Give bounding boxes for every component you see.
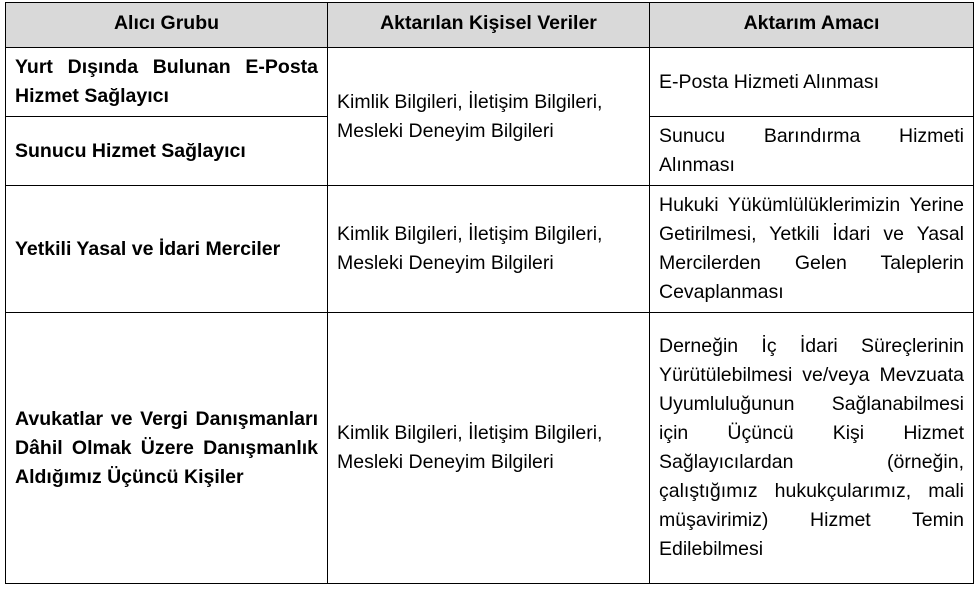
transfer-purpose-cell: E-Posta Hizmeti Alınması bbox=[650, 48, 974, 117]
recipient-group-cell: Avukatlar ve Vergi Danışmanları Dâhil Olmak Üzere Danışmanlık Aldığımız Üçüncü Kişiler bbox=[6, 313, 328, 584]
header-transferred-data: Aktarılan Kişisel Veriler bbox=[328, 3, 650, 48]
header-recipient-group: Alıcı Grubu bbox=[6, 3, 328, 48]
table-row bbox=[6, 48, 974, 117]
table-header-row bbox=[6, 3, 974, 48]
transfer-purpose-cell: Hukuki Yükümlülüklerimizin Yerine Getirilmesi, Yetkili İdari ve Yasal Mercilerden Gelen Taleplerin Cevaplanması bbox=[650, 186, 974, 313]
recipient-group-cell: Yurt Dışında Bulunan E-Posta Hizmet Sağlayıcı bbox=[6, 48, 328, 117]
transfer-purpose-cell: Derneğin İç İdari Süreçlerinin Yürütülebilmesi ve/veya Mevzuata Uyumluluğunun Sağlanabilmesi için Üçüncü Kişi Hizmet Sağlayıcılardan (örneğin, çalıştığımız hukukçularımız, mali müşavirimiz) Hizmet Temin Edilebilmesi bbox=[650, 313, 974, 584]
transferred-data-cell: Kimlik Bilgileri, İletişim Bilgileri, Mesleki Deneyim Bilgileri bbox=[328, 186, 650, 313]
recipient-group-cell: Yetkili Yasal ve İdari Merciler bbox=[6, 186, 328, 313]
data-transfer-table bbox=[5, 2, 974, 584]
table-row bbox=[6, 186, 974, 313]
recipient-group-cell: Sunucu Hizmet Sağlayıcı bbox=[6, 117, 328, 186]
transfer-purpose-cell: Sunucu Barındırma Hizmeti Alınması bbox=[650, 117, 974, 186]
header-transfer-purpose: Aktarım Amacı bbox=[650, 3, 974, 48]
transferred-data-cell: Kimlik Bilgileri, İletişim Bilgileri, Mesleki Deneyim Bilgileri bbox=[328, 313, 650, 584]
transferred-data-cell: Kimlik Bilgileri, İletişim Bilgileri, Mesleki Deneyim Bilgileri bbox=[328, 48, 650, 186]
table-row bbox=[6, 313, 974, 584]
